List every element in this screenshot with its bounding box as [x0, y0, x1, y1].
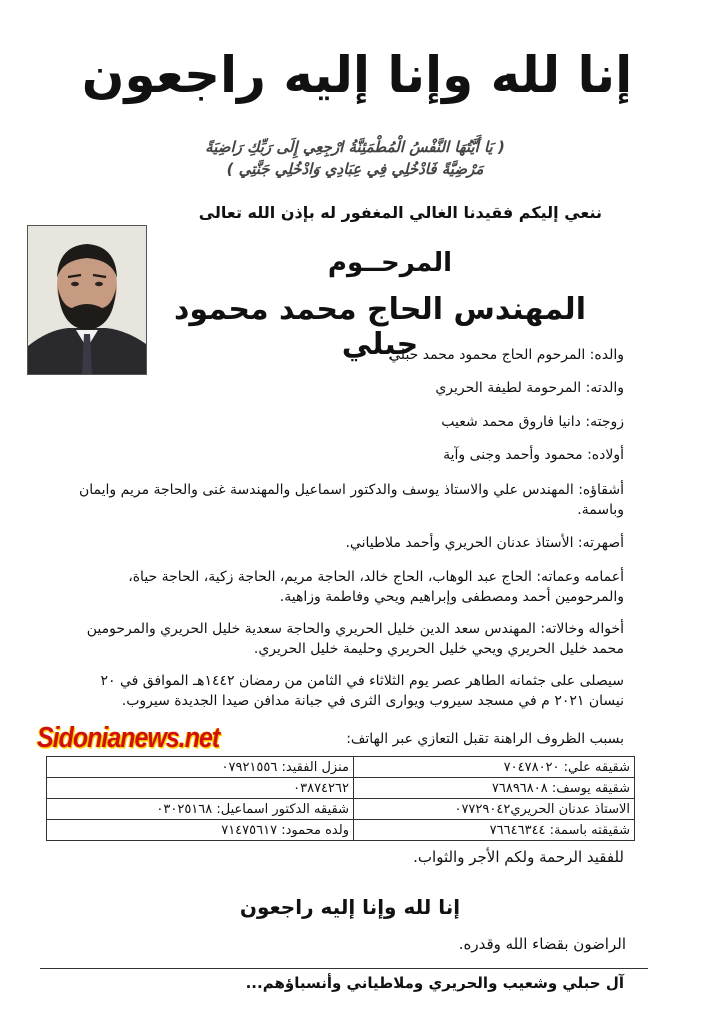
condolence-line: للفقيد الرحمة ولكم الأجر والثواب.	[413, 848, 624, 866]
phone-condolences-intro: بسبب الظروف الراهنة تقبل التعازي عبر الهاتف:	[346, 731, 624, 747]
paternal-relatives-line: أعمامه وعماته: الحاج عبد الوهاب، الحاج خالد، الحاجة مريم، الحاجة زكية، الحاجة حياة، والمرحومين أحمد ومصطفى وإبراهيم ويحي وفاطمة وزاهية.	[128, 569, 624, 605]
contacts-table	[46, 756, 635, 841]
contact-cell: ولده محمود: ٧١٤٧٥٦١٧	[47, 820, 354, 841]
verse-line-1: ( يَا أَيَّتُهَا النَّفْسُ الْمُطْمَئِنَّةُ ارْجِعِي إِلَى رَبِّكِ رَاضِيَةً	[205, 138, 505, 156]
father-line: والده: المرحوم الحاج محمود محمد حبلي	[389, 347, 624, 363]
maternal-relatives-line: أخواله وخالاته: المهندس سعد الدين خليل الحريري والحاجة سعدية خليل الحريري والمرحومين محمد خليل الحريري ويحي خليل الحريري وحليمة خليل الحريري.	[86, 621, 624, 657]
table-row	[47, 757, 635, 778]
table-row	[47, 799, 635, 820]
divider	[40, 968, 648, 969]
contact-cell: شقيقته باسمة: ٧٦٦٤٦٣٤٤	[353, 820, 634, 841]
intro-text: ننعي إليكم فقيدنا الغالي المغفور له بإذن الله تعالى	[198, 203, 602, 222]
families-signature: آل حبلي وشعيب والحريري وملاطياني وأنسباؤهم...	[245, 974, 624, 992]
watermark-logo: Sidonianews.net	[37, 721, 220, 755]
deceased-label: المرحــوم	[327, 248, 453, 278]
footer-title: إنا لله وإنا إليه راجعون	[239, 895, 461, 919]
contact-cell: الاستاذ عدنان الحريري٠٧٧٢٩٠٤٢	[353, 799, 634, 820]
siblings-line: أشقاؤه: المهندس علي والاستاذ يوسف والدكتور اسماعيل والمهندسة غنى والحاجة مريم وايمان وباسمة.	[79, 482, 624, 518]
contact-cell: شقيقه الدكتور اسماعيل: ٠٣٠٢٥١٦٨	[47, 799, 354, 820]
page-title: إنا لله وإنا إليه راجعون	[81, 46, 633, 104]
table-row	[47, 778, 635, 799]
funeral-details: سيصلى على جثمانه الطاهر عصر يوم الثلاثاء في الثامن من رمضان ١٤٤٢هـ الموافق في ٢٠ نيسان ٢٠٢١ م في مسجد سيروب ويوارى الثرى في جبانة مدافن صيدا الجديدة سيروب.	[100, 673, 624, 709]
children-line: أولاده: محمود وأحمد وجنى وآية	[443, 447, 624, 463]
in-laws-line: أصهرته: الأستاذ عدنان الحريري وأحمد ملاطياني.	[345, 535, 624, 551]
contact-cell: شقيقه علي: ٧٠٤٧٨٠٢٠	[353, 757, 634, 778]
quran-verse	[140, 136, 570, 180]
contact-cell: ٠٣٨٧٤٢٦٢	[47, 778, 354, 799]
verse-line-2: مَرْضِيَّةً فَادْخُلِي فِي عِبَادِي وَادْخُلِي جَنَّتِي )	[226, 160, 484, 178]
resigned-line: الراضون بقضاء الله وقدره.	[458, 935, 626, 953]
deceased-name: المهندس الحاج محمد محمود حبلي	[174, 292, 586, 362]
table-row	[47, 820, 635, 841]
wife-line: زوجته: دانيا فاروق محمد شعيب	[441, 414, 624, 430]
contact-cell: شقيقه يوسف: ٧٦٨٩٦٨٠٨	[353, 778, 634, 799]
mother-line: والدته: المرحومة لطيفة الحريري	[435, 380, 624, 396]
contact-cell: منزل الفقيد: ٠٧٩٢١٥٥٦	[47, 757, 354, 778]
